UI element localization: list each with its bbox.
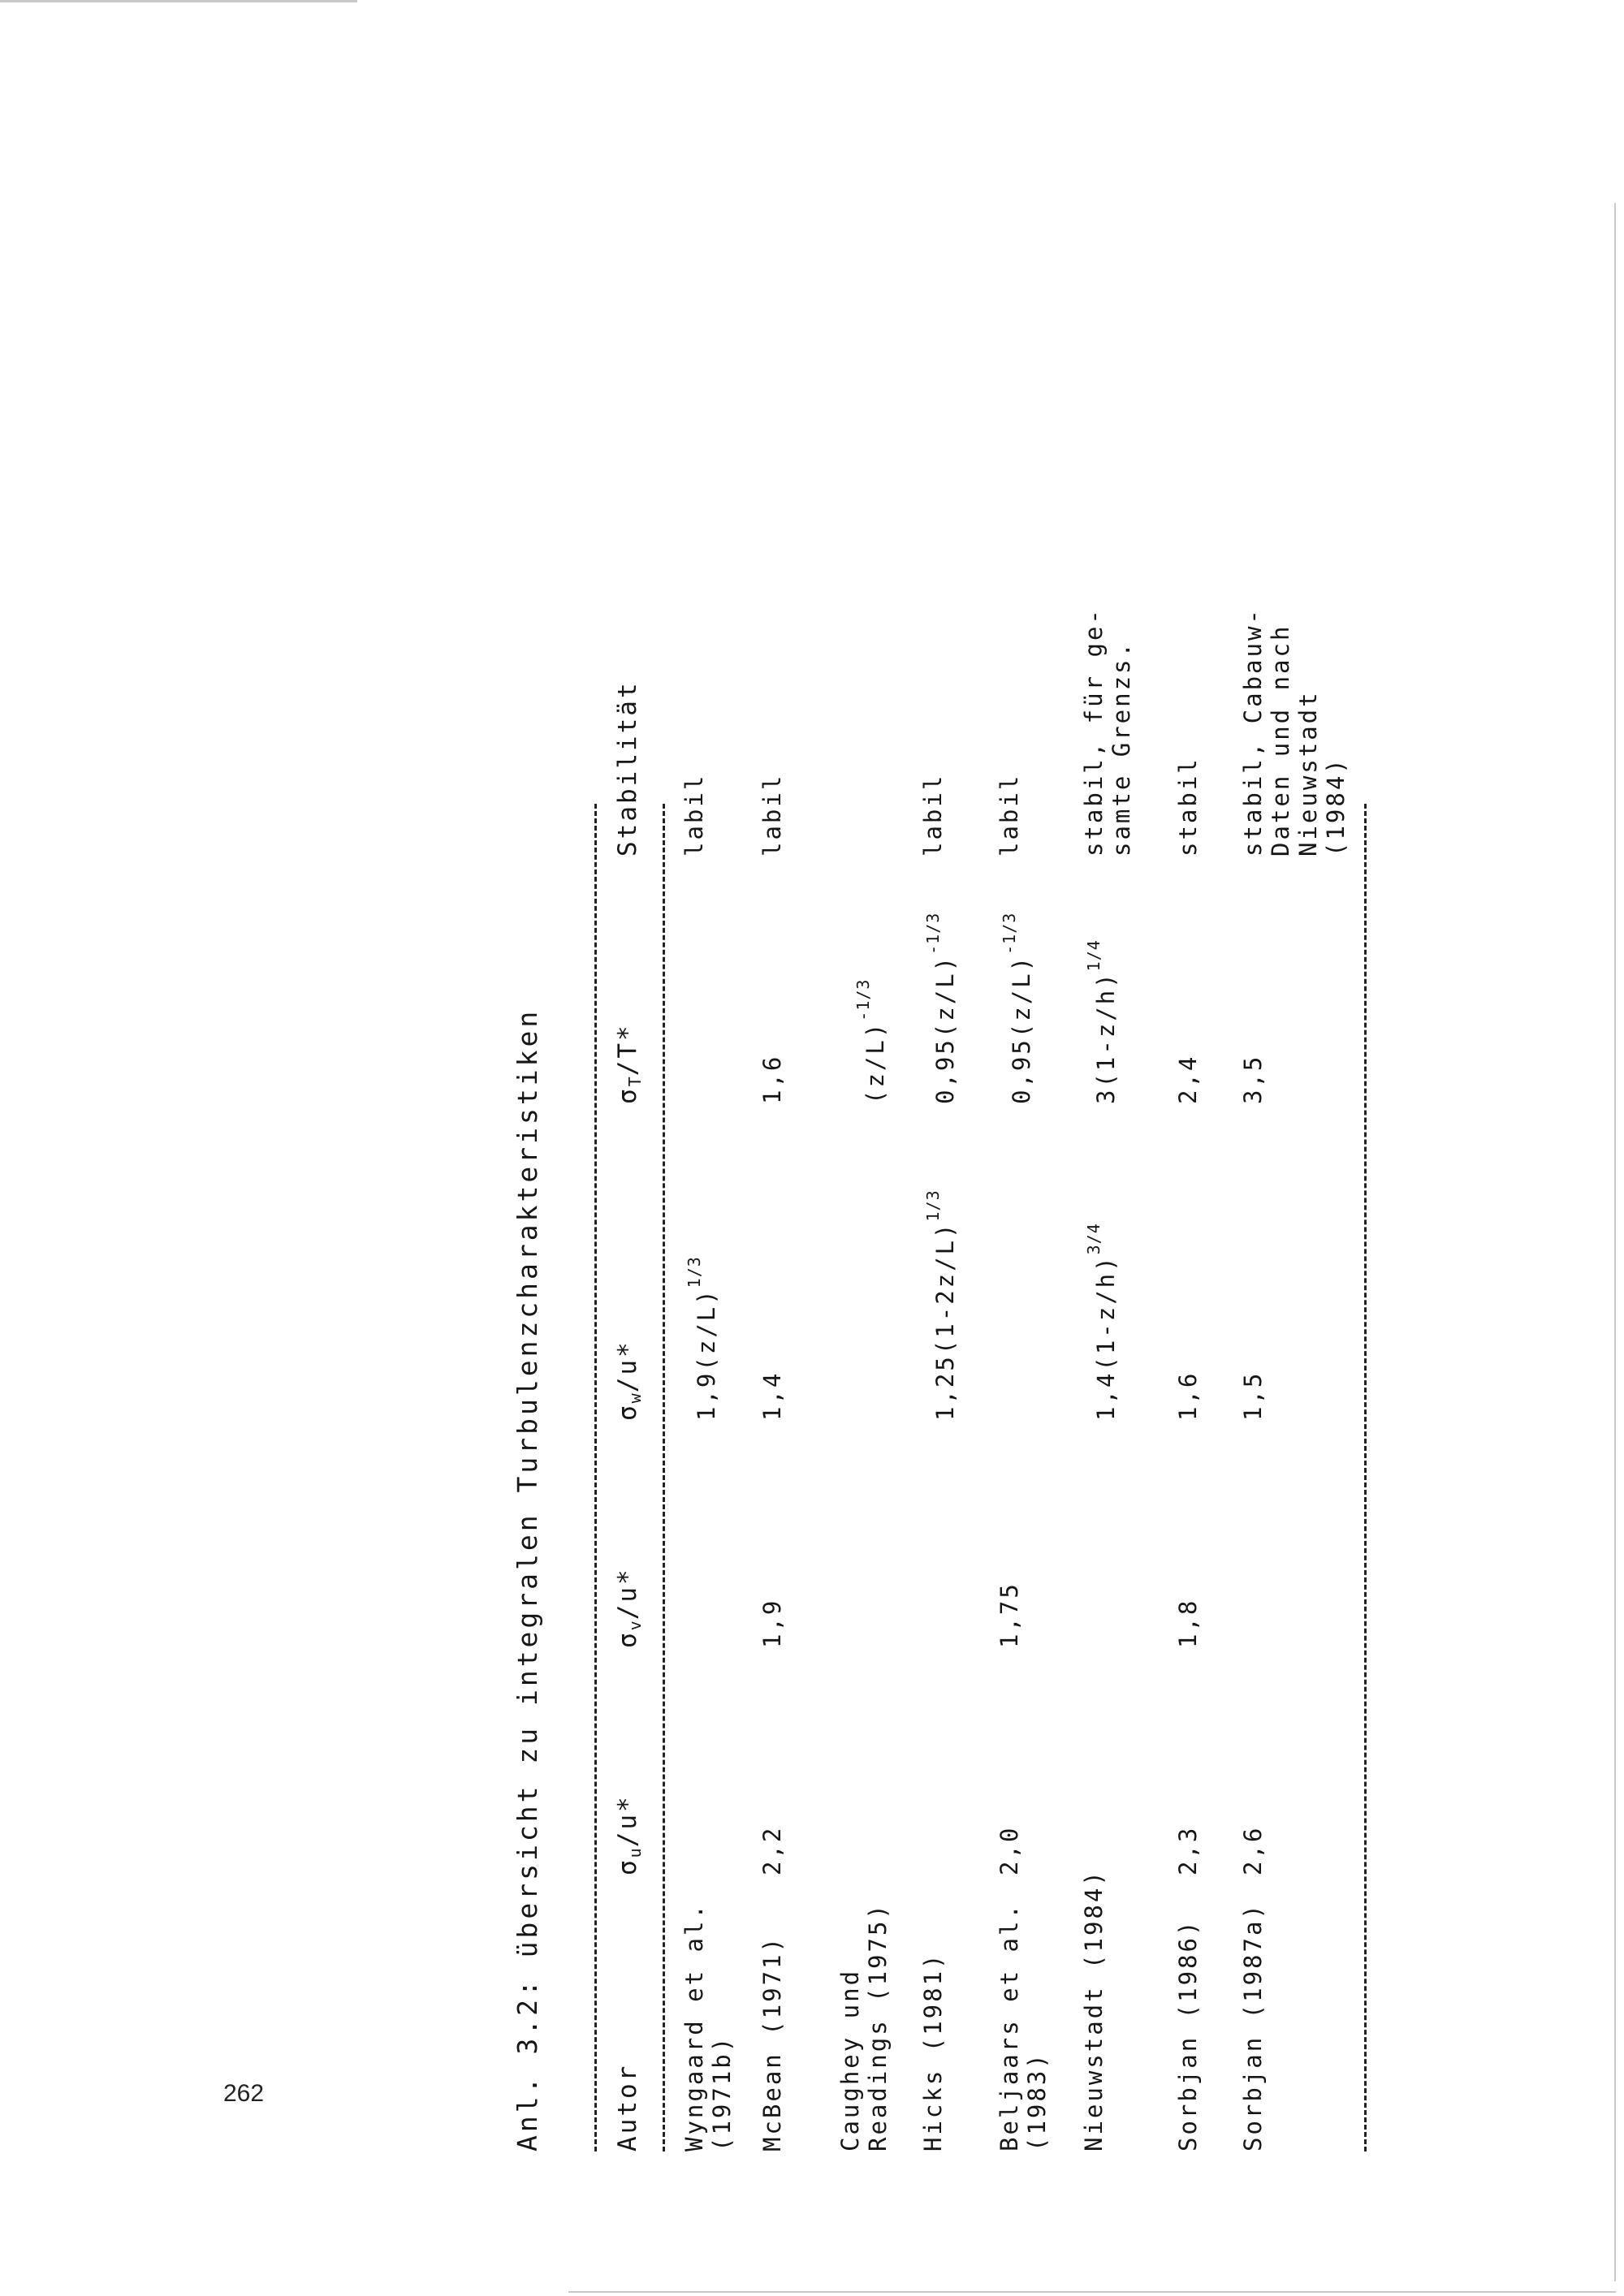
autor-cell: Hicks (1981) xyxy=(919,1952,947,2151)
scan-edge-bottom xyxy=(568,2291,1616,2293)
header-su: $\sigma_u/u*$ xyxy=(613,1794,645,1875)
sigma-v-cell: 1,8 xyxy=(1174,1598,1202,1648)
stabilitaet-cell: labil xyxy=(758,773,786,857)
table-top-rule xyxy=(594,804,597,2151)
sigma-w-cell: 1,6 xyxy=(1174,1370,1202,1421)
autor-cell: McBean (1971) xyxy=(758,1936,786,2151)
sigma-w-cell: 1,5 xyxy=(1239,1370,1267,1421)
autor-cell: Sorbjan (1986) xyxy=(1174,1918,1202,2151)
sigma-t-cell: $0,95(z/L)^{-1/3}$ xyxy=(923,912,959,1104)
stabilitaet-cell: stabil, Cabauw- Daten und nach Nieuwstadt (1984) xyxy=(1239,607,1350,857)
sigma-t-cell: 3,5 xyxy=(1239,1054,1267,1104)
header-sv: $\sigma_v/u*$ xyxy=(613,1567,645,1648)
sigma-t-cell: $(z/L)^{-1/3}$ xyxy=(853,978,889,1104)
autor-cell: Beljaars et al. (1983) xyxy=(996,1902,1051,2151)
header-st: $\sigma_T/T*$ xyxy=(613,1023,645,1104)
autor-cell: Nieuwstadt (1984) xyxy=(1080,1869,1108,2151)
sigma-w-cell: $1,4(1-z/h)^{3/4}$ xyxy=(1084,1223,1120,1421)
sigma-v-cell: 1,75 xyxy=(996,1582,1023,1648)
sigma-v-cell: 1,9 xyxy=(758,1598,786,1648)
table-caption: Anl. 3.2: übersicht zu integralen Turbulenzcharakteristiken xyxy=(512,1008,543,2151)
page-number: 262 xyxy=(223,2080,265,2107)
scan-edge-top xyxy=(0,0,357,2)
header-rule xyxy=(663,804,665,2151)
stabilitaet-cell: stabil xyxy=(1174,757,1202,857)
stabilitaet-cell: labil xyxy=(680,773,708,857)
stabilitaet-cell: labil xyxy=(919,773,947,857)
autor-cell: Wyngaard et al. (1971b) xyxy=(680,1902,736,2151)
sigma-t-cell: $0,95(z/L)^{-1/3}$ xyxy=(1000,912,1035,1104)
stabilitaet-cell: stabil, für ge- samte Grenzs. xyxy=(1080,607,1135,857)
header-sw: $\sigma_w/u*$ xyxy=(613,1340,645,1421)
sigma-w-cell: $1,9(z/L)^{1/3}$ xyxy=(685,1256,720,1421)
sigma-w-cell: $1,25(1-2z/L)^{1/3}$ xyxy=(923,1189,959,1421)
header-autor: Autor xyxy=(613,2063,642,2151)
sigma-t-cell: $3(1-z/h)^{1/4}$ xyxy=(1084,939,1120,1104)
sigma-t-cell: 1,6 xyxy=(758,1054,786,1104)
sigma-u-cell: 2,0 xyxy=(996,1825,1023,1875)
sigma-t-cell: 2,4 xyxy=(1174,1054,1202,1104)
stabilitaet-cell: labil xyxy=(996,773,1023,857)
autor-cell: Caughey und Readings (1975) xyxy=(836,1902,892,2151)
autor-cell: Sorbjan (1987a) xyxy=(1239,1902,1267,2151)
sigma-u-cell: 2,2 xyxy=(758,1825,786,1875)
scan-edge-right xyxy=(1614,203,1616,2281)
rotated-table-block xyxy=(495,607,1389,2168)
sigma-w-cell: 1,4 xyxy=(758,1370,786,1421)
table-bottom-rule xyxy=(1364,804,1367,2151)
sigma-u-cell: 2,3 xyxy=(1174,1825,1202,1875)
header-stabilitaet: Stabilität xyxy=(613,680,642,857)
sigma-u-cell: 2,6 xyxy=(1239,1825,1267,1875)
